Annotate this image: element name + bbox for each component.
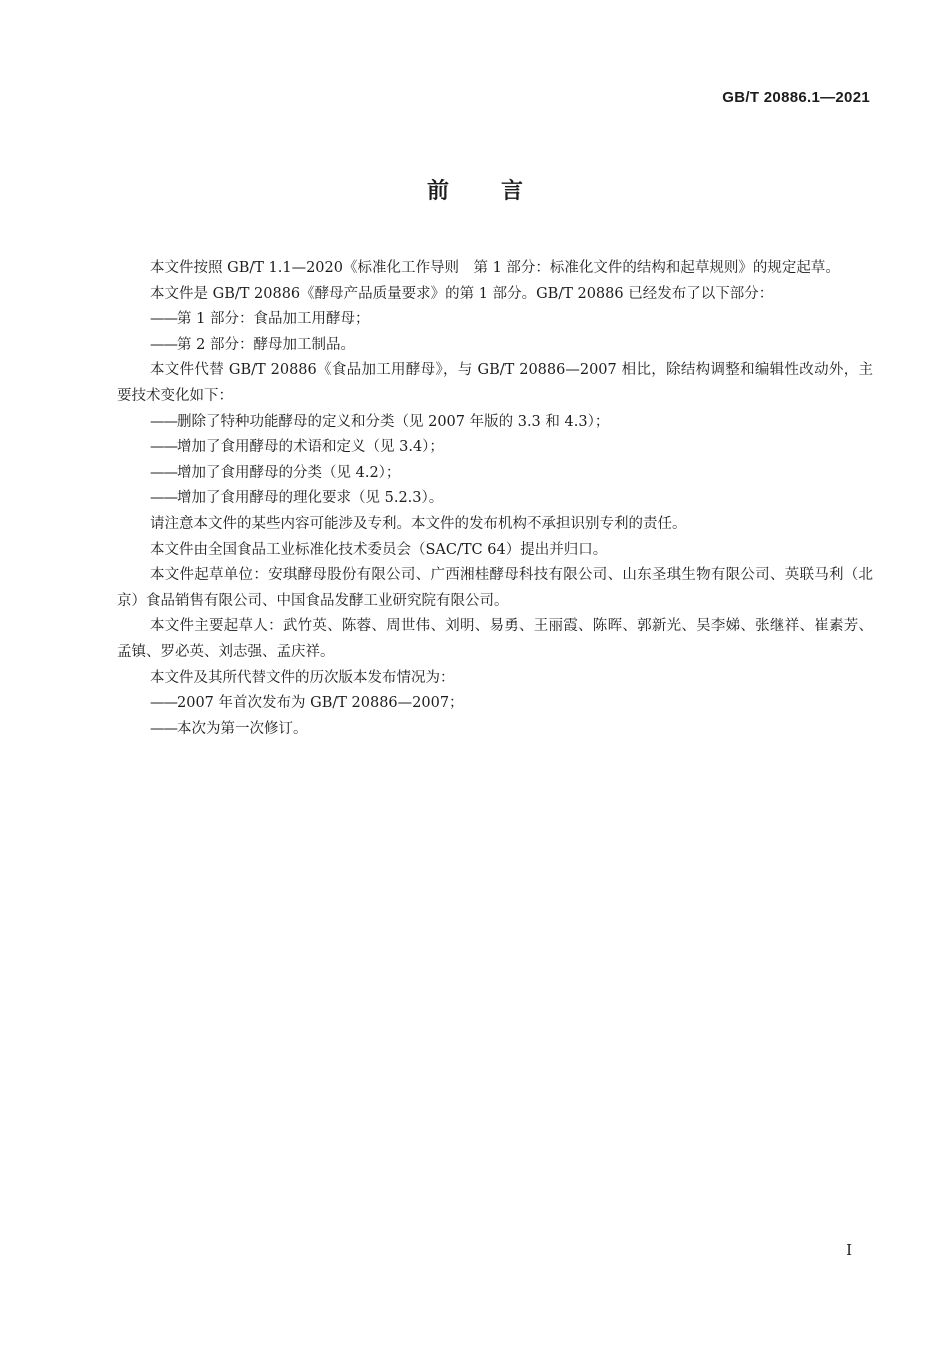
paragraph-parts-intro: 本文件是 GB/T 20886《酵母产品质量要求》的第 1 部分。GB/T 20886 已经发布了以下部分：	[150, 285, 774, 302]
list-item: ——增加了食用酵母的理化要求（见 5.2.3）。	[150, 490, 444, 507]
paragraph-drafting-units: 本文件起草单位：安琪酵母股份有限公司、广西湘桂酵母科技有限公司、山东圣琪生物有限公司、英联马利（北京）食品销售有限公司、中国食品发酵工业研究院有限公司。	[117, 567, 873, 609]
list-item: ——第 1 部分：食品加工用酵母；	[150, 311, 370, 328]
list-item: ——本次为第一次修订。	[150, 720, 308, 737]
paragraph-replacement: 本文件代替 GB/T 20886《食品加工用酵母》，与 GB/T 20886—2007 相比，除结构调整和编辑性改动外，主要技术变化如下：	[117, 362, 873, 404]
paragraph-drafters: 本文件主要起草人：武竹英、陈蓉、周世伟、刘明、易勇、王丽霞、陈晖、郭新光、吴李娣、张继祥、崔素芳、孟镇、罗必英、刘志强、孟庆祥。	[117, 618, 873, 660]
page-number: I	[846, 1241, 852, 1259]
list-item: ——增加了食用酵母的术语和定义（见 3.4）；	[150, 439, 444, 456]
list-item: ——删除了特种功能酵母的定义和分类（见 2007 年版的 3.3 和 4.3）；	[150, 413, 610, 430]
paragraph-committee: 本文件由全国食品工业标准化技术委员会（SAC/TC 64）提出并归口。	[150, 541, 608, 558]
standard-code: GB/T 20886.1—2021	[722, 89, 870, 106]
paragraph-drafting-rules: 本文件按照 GB/T 1.1—2020《标准化工作导则 第 1 部分：标准化文件的结构和起草规则》的规定起草。	[150, 260, 840, 276]
list-item: ——2007 年首次发布为 GB/T 20886—2007；	[150, 695, 464, 712]
page-title: 前言	[426, 179, 575, 204]
paragraph-patent-notice: 请注意本文件的某些内容可能涉及专利。本文件的发布机构不承担识别专利的责任。	[150, 515, 687, 532]
list-item: ——增加了食用酵母的分类（见 4.2）；	[150, 464, 401, 481]
list-item: ——第 2 部分：酵母加工制品。	[150, 336, 355, 353]
foreword-body	[117, 256, 873, 742]
paragraph-history-intro: 本文件及其所代替文件的历次版本发布情况为：	[150, 669, 455, 686]
